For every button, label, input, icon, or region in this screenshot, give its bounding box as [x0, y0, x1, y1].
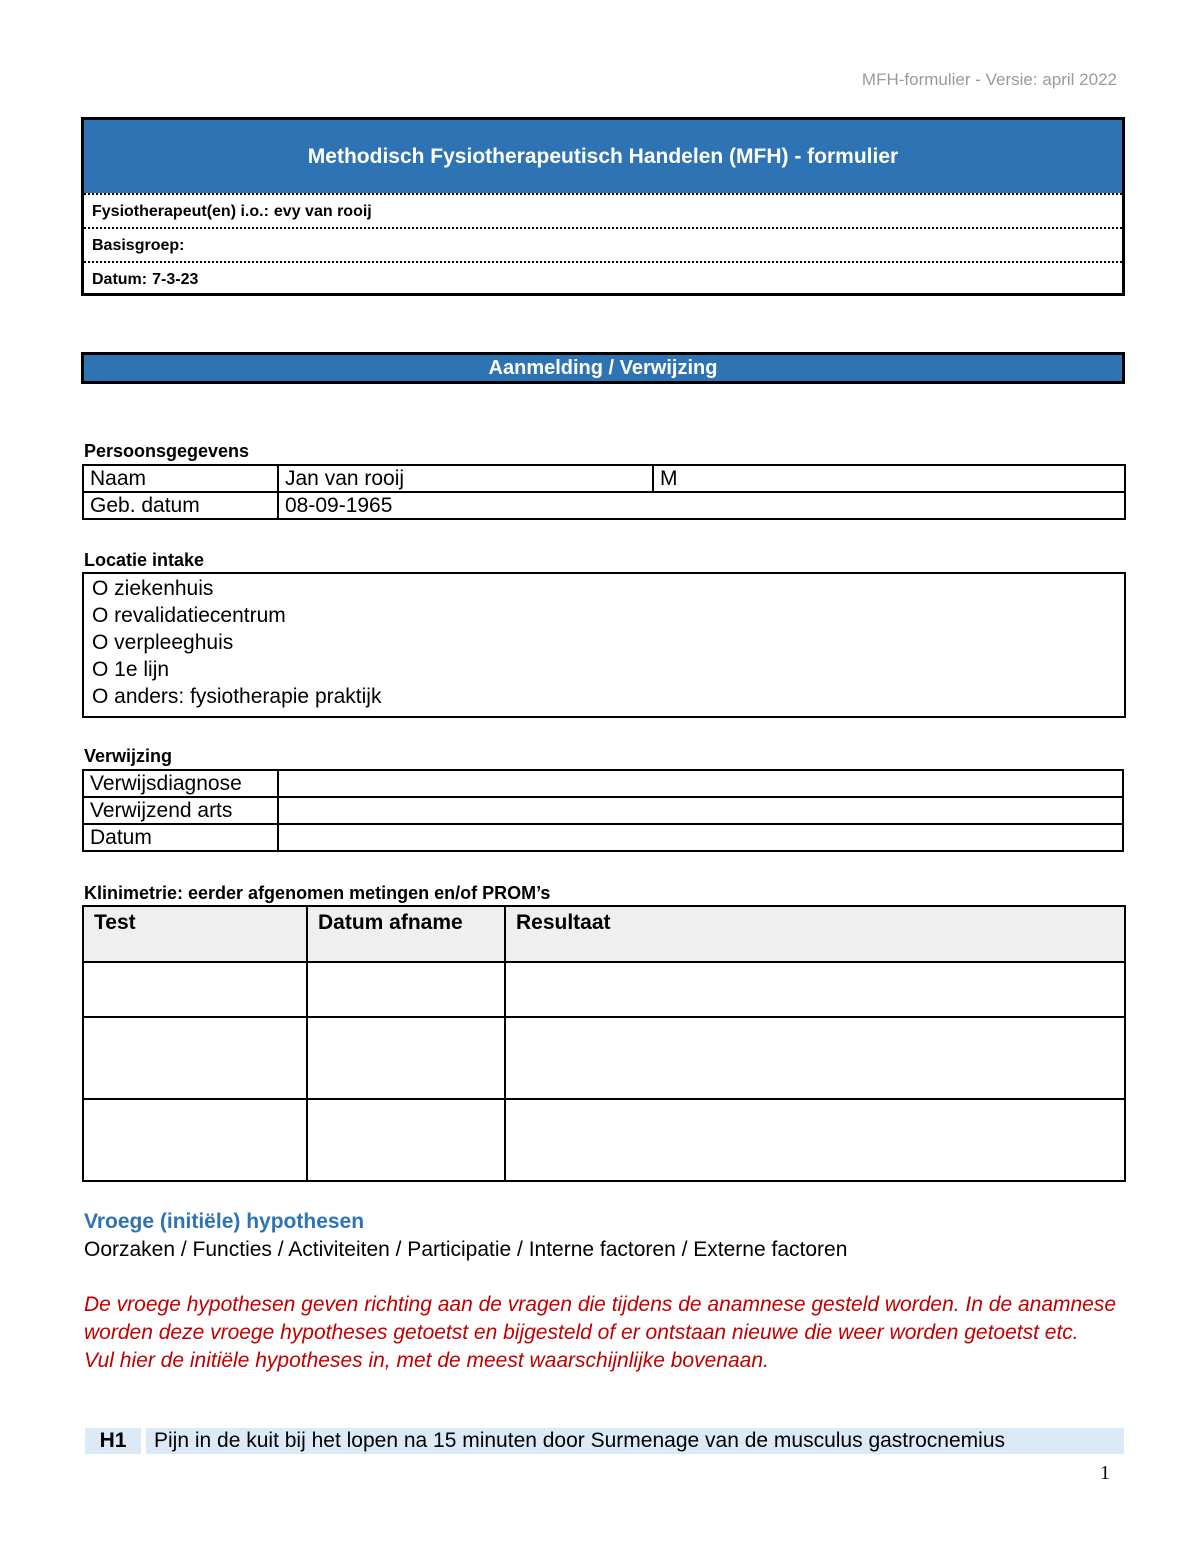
result-cell[interactable] [505, 1099, 1125, 1181]
referral-date-label: Datum [83, 824, 278, 851]
referring-doctor-value[interactable] [278, 797, 1123, 824]
table-row [83, 1017, 1125, 1099]
date-value[interactable]: 7-3-23 [152, 270, 199, 288]
location-option-hospital[interactable]: O ziekenhuis [92, 577, 214, 600]
section-banner: Aanmelding / Verwijzing [81, 352, 1125, 384]
column-test: Test [83, 906, 307, 962]
location-option-first-line[interactable]: O 1e lijn [92, 658, 170, 681]
version-note: MFH-formulier - Versie: april 2022 [861, 70, 1117, 89]
page-number: 1 [1100, 1462, 1110, 1484]
table-row [83, 797, 1123, 824]
instruction-line: Vul hier de initiële hypotheses in, met de meest waarschijnlijke bovenaan. [84, 1349, 769, 1372]
table-row [83, 492, 1125, 519]
table-row [83, 770, 1123, 797]
test-cell[interactable] [83, 1099, 307, 1181]
hypotheses-instruction [84, 1291, 1134, 1375]
column-result: Resultaat [505, 906, 1125, 962]
date-cell[interactable] [307, 962, 505, 1017]
referral-diagnosis-value[interactable] [278, 770, 1123, 797]
date-row [84, 261, 1122, 296]
dob-label: Geb. datum [83, 492, 278, 519]
personal-heading: Persoonsgegevens [84, 441, 250, 461]
location-option-nursing-home[interactable]: O verpleeghuis [92, 631, 234, 654]
table-row [83, 962, 1125, 1017]
table-row [83, 1099, 1125, 1181]
referral-heading: Verwijzing [84, 746, 173, 766]
referral-table [82, 769, 1124, 852]
table-header-row [83, 906, 1125, 962]
test-cell[interactable] [83, 1017, 307, 1099]
dob-value[interactable]: 08-09-1965 [278, 492, 1125, 519]
therapist-label: Fysiotherapeut(en) i.o.: [92, 202, 269, 220]
clinimetrics-table [82, 905, 1126, 1182]
group-row [84, 227, 1122, 262]
hypothesis-text[interactable]: Pijn in de kuit bij het lopen na 15 minuten door Surmenage van de musculus gastrocnemius [146, 1428, 1124, 1454]
name-value[interactable]: Jan van rooij [278, 465, 653, 492]
therapist-row [84, 193, 1122, 228]
form-header [81, 117, 1125, 296]
referral-diagnosis-label: Verwijsdiagnose [83, 770, 278, 797]
hypotheses-subtitle: Oorzaken / Functies / Activiteiten / Participatie / Interne factoren / Externe factoren [84, 1238, 848, 1261]
location-options [82, 572, 1126, 718]
table-row [83, 824, 1123, 851]
clinimetrics-heading: Klinimetrie: eerder afgenomen metingen en/of PROM’s [84, 883, 551, 903]
test-cell[interactable] [83, 962, 307, 1017]
table-row [83, 465, 1125, 492]
personal-table [82, 464, 1126, 520]
date-label: Datum: [92, 270, 148, 288]
referral-date-value[interactable] [278, 824, 1123, 851]
location-option-rehab[interactable]: O revalidatiecentrum [92, 604, 286, 627]
name-label: Naam [83, 465, 278, 492]
column-date: Datum afname [307, 906, 505, 962]
referring-doctor-label: Verwijzend arts [83, 797, 278, 824]
therapist-value[interactable]: evy van rooij [273, 202, 372, 220]
hypothesis-code: H1 [85, 1428, 141, 1454]
form-title: Methodisch Fysiotherapeutisch Handelen (MFH) - formulier [84, 120, 1122, 193]
location-option-other[interactable]: O anders: fysiotherapie praktijk [92, 685, 382, 708]
date-cell[interactable] [307, 1099, 505, 1181]
hypotheses-title: Vroege (initiële) hypothesen [84, 1210, 365, 1233]
gender-value[interactable]: M [653, 465, 1125, 492]
result-cell[interactable] [505, 962, 1125, 1017]
result-cell[interactable] [505, 1017, 1125, 1099]
group-label: Basisgroep: [92, 236, 185, 254]
date-cell[interactable] [307, 1017, 505, 1099]
instruction-paragraph: De vroege hypothesen geven richting aan de vragen die tijdens de anamnese gesteld worden. In de anamnese worden deze vroege hypotheses getoetst en bijgesteld of er ontstaan nieuwe die weer worden getoetst etc. [84, 1293, 1117, 1344]
location-heading: Locatie intake [84, 550, 205, 570]
hypothesis-row-h1 [85, 1428, 1124, 1454]
